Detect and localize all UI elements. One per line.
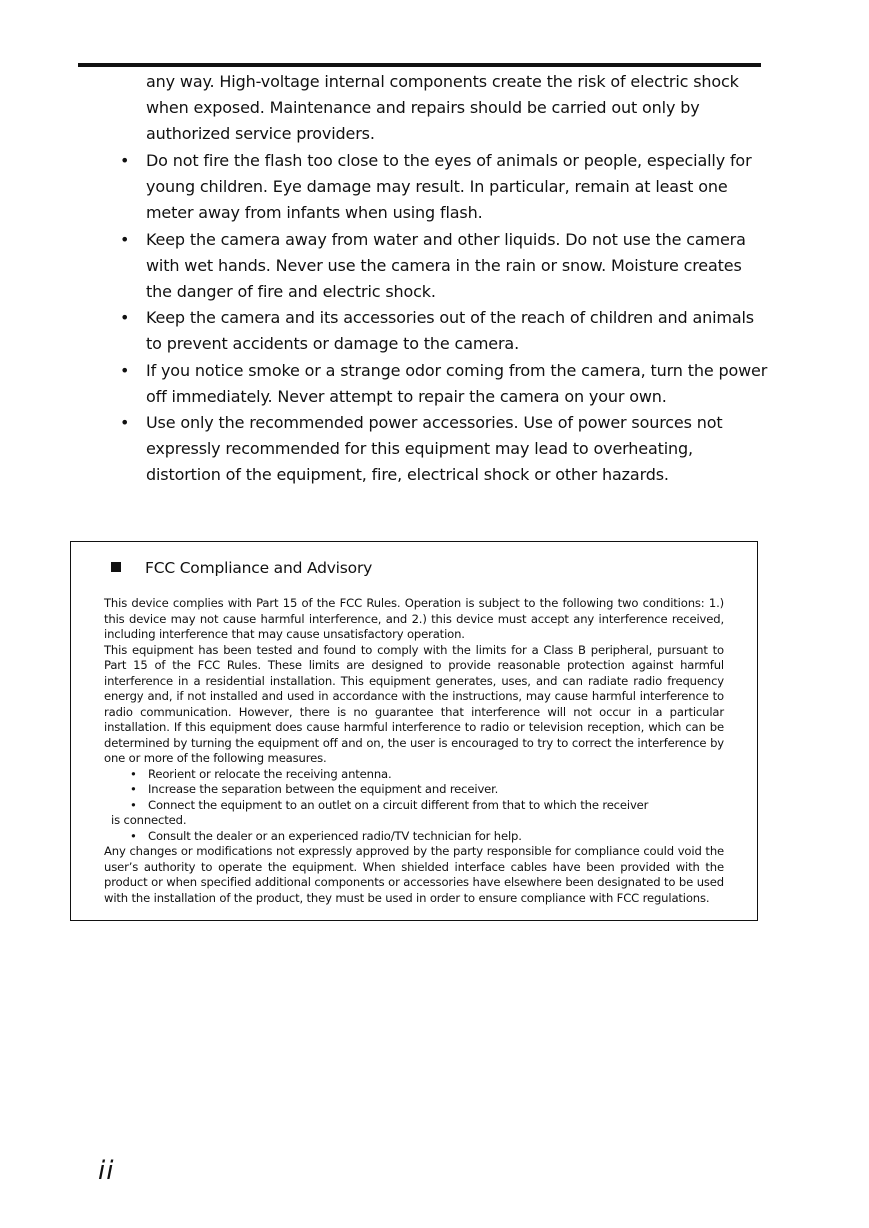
list-item <box>104 829 724 845</box>
fcc-body <box>104 596 724 906</box>
fcc-paragraph-1: This device complies with Part 15 of the FCC Rules. Operation is subject to the following two conditions: 1.) this device may not cause harmful interference, and 2.) this device must accept any interference received, including interference that may cause unsatisfactory operation. <box>104 596 724 641</box>
list-item <box>118 410 768 489</box>
list-item <box>118 148 768 227</box>
bullet-icon: • <box>130 782 137 796</box>
fcc-box <box>70 541 758 921</box>
bullet-icon: • <box>130 797 137 812</box>
list-item <box>118 358 768 410</box>
bullet-icon: • <box>120 308 130 328</box>
measure-text: Reorient or relocate the receiving antenna. <box>148 766 392 781</box>
bullet-icon: • <box>130 766 137 781</box>
square-bullet-icon <box>111 562 121 572</box>
bullet-icon: • <box>120 229 130 249</box>
measure-text: Increase the separation between the equipment and receiver. <box>148 782 499 796</box>
bullet-icon: • <box>120 151 130 170</box>
bullet-icon: • <box>130 828 137 843</box>
list-item <box>118 227 768 306</box>
warning-list <box>118 148 768 489</box>
list-item <box>104 767 724 783</box>
top-rule <box>78 63 761 67</box>
list-item <box>104 782 724 798</box>
warning-text: Use only the recommended power accessories. Use of power sources not expressly recommended for this equipment may lead to overheating, distortion of the equipment, fire, electrical shock or other hazards. <box>146 413 723 485</box>
fcc-paragraph-3: Any changes or modifications not expressly approved by the party responsible for compliance could void the user’s authority to operate the equipment. When shielded interface cables have been provided with the product or when specified additional components or accessories have elsewhere been designated to be used with the installation of the product, they must be used in order to ensure compliance with FCC regulations. <box>104 844 724 905</box>
bullet-icon: • <box>120 413 130 433</box>
fcc-measures-list <box>104 767 724 845</box>
fcc-heading <box>111 559 372 577</box>
list-item <box>104 798 724 829</box>
warning-continuation: any way. High-voltage internal components create the risk of electric shock when exposed. Maintenance and repairs should be carried out only by authorized service providers. <box>146 72 739 144</box>
list-item <box>118 305 768 357</box>
fcc-paragraph-2: This equipment has been tested and found to comply with the limits for a Class B peripheral, pursuant to Part 15 of the FCC Rules. These limits are designed to provide reasonable protection against harmful interference in a residential installation. This equipment generates, uses, and can radiate radio frequency energy and, if not installed and used in accordance with the instructions, may cause harmful interference to radio communication. However, there is no guarantee that interference will not occur in a particular installation. If this equipment does cause harmful interference to radio or television reception, which can be determined by turning the equipment off and on, the user is encouraged to try to correct the interference by one or more of the following measures. <box>104 642 724 765</box>
fcc-heading-text: FCC Compliance and Advisory <box>145 559 373 577</box>
warning-text: Keep the camera away from water and other liquids. Do not use the camera with wet hands. Never use the camera in the rain or snow. Moisture creates the danger of fire and electric shock. <box>146 229 746 302</box>
measure-text-continued: is connected. <box>111 813 187 827</box>
warning-text: Keep the camera and its accessories out of the reach of children and animals to prevent accidents or damage to the camera. <box>146 308 754 354</box>
measure-text: Connect the equipment to an outlet on a circuit different from that to which the receiver <box>148 797 649 812</box>
warning-text: If you notice smoke or a strange odor coming from the camera, turn the power off immediately. Never attempt to repair the camera on your own. <box>146 360 768 406</box>
page-number: ii <box>98 1156 115 1186</box>
bullet-icon: • <box>120 360 130 380</box>
measure-text: Consult the dealer or an experienced radio/TV technician for help. <box>148 828 522 843</box>
warning-text: Do not fire the flash too close to the eyes of animals or people, especially for young children. Eye damage may result. In particular, remain at least one meter away from infants when using flash. <box>146 151 752 223</box>
